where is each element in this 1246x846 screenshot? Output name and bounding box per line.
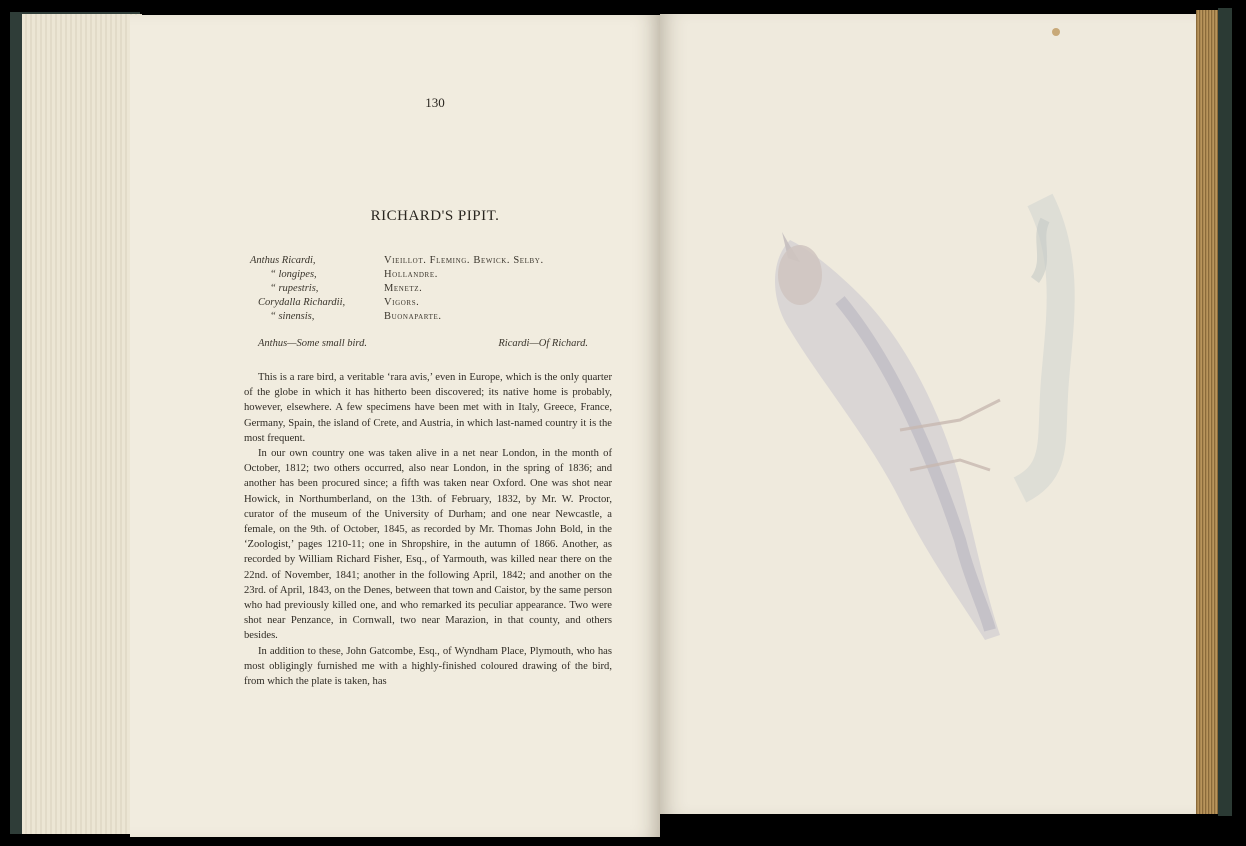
synonym-authority: Vigors. xyxy=(384,297,420,308)
plant-leaf xyxy=(1035,220,1045,280)
bird-head xyxy=(778,245,822,305)
paragraph: In addition to these, John Gatcombe, Esq., of Wyndham Place, Plymouth, who has most obligingly furnished me with a highly-finished coloured drawing of the bird, from which the plate is taken, has xyxy=(244,645,612,688)
synonym-name: “ sinensis, xyxy=(270,311,315,322)
synonym-authority: Menetz. xyxy=(384,283,423,294)
page-number: 130 xyxy=(425,95,445,110)
synonym-authority: Buonaparte. xyxy=(384,311,442,322)
synonym-authority: Hollandre. xyxy=(384,269,438,280)
etymology-genus: Anthus—Some small bird. xyxy=(258,338,367,349)
synonym-name: “ rupestris, xyxy=(270,283,319,294)
page-title: RICHARD'S PIPIT. xyxy=(370,208,500,224)
synonym-authority: Vieillot. Fleming. Bewick. Selby. xyxy=(384,255,544,266)
etymology-species: Ricardi—Of Richard. xyxy=(498,338,588,349)
synonym-name: Anthus Ricardi, xyxy=(250,255,316,266)
synonym-name: Corydalla Richardii, xyxy=(258,297,346,308)
synonym-name: “ longipes, xyxy=(270,269,317,280)
paragraph: In our own country one was taken alive in a net near London, in the month of October, 1812; two others occurred, also near London, in the spring of 1836; and another has been procured since; a fifth was taken near Oxford. One was shot near Howick, in Northumberland, on the 13th. of February, 1832, by Mr. W. Proctor, curator of the museum of the University of Durham; and one near Newcastle, a female, on the 9th. of October, 1845, as recorded by Mr. Thomas John Bold, in the ‘Zoologist,’ pages 1210-11; one in Shropshire, in the autumn of 1866. Another, as recorded by William Richard Fisher, Esq., of Yarmouth, was killed near there on the 22nd. of November, 1841; another in the following April, 1842; and another on the 23rd. of April, 1843, on the Denes, between that town and Caistor, by the same person who had previously killed one, and who remarked its peculiar appearance. Two were shot near Penzance, in Cornwall, two near Marazion, in that county, and others besides. xyxy=(244,448,612,642)
paragraph: This is a rare bird, a veritable ‘rara avis,’ even in Europe, which is the only quarter of the globe in which it has hitherto been discovered; its native home is probably, however, elsewhere. A few specimens have been met with in Italy, Greece, France, Germany, Spain, the island of Crete, and Austria, in which last-named country it is the most frequent. xyxy=(244,372,612,444)
